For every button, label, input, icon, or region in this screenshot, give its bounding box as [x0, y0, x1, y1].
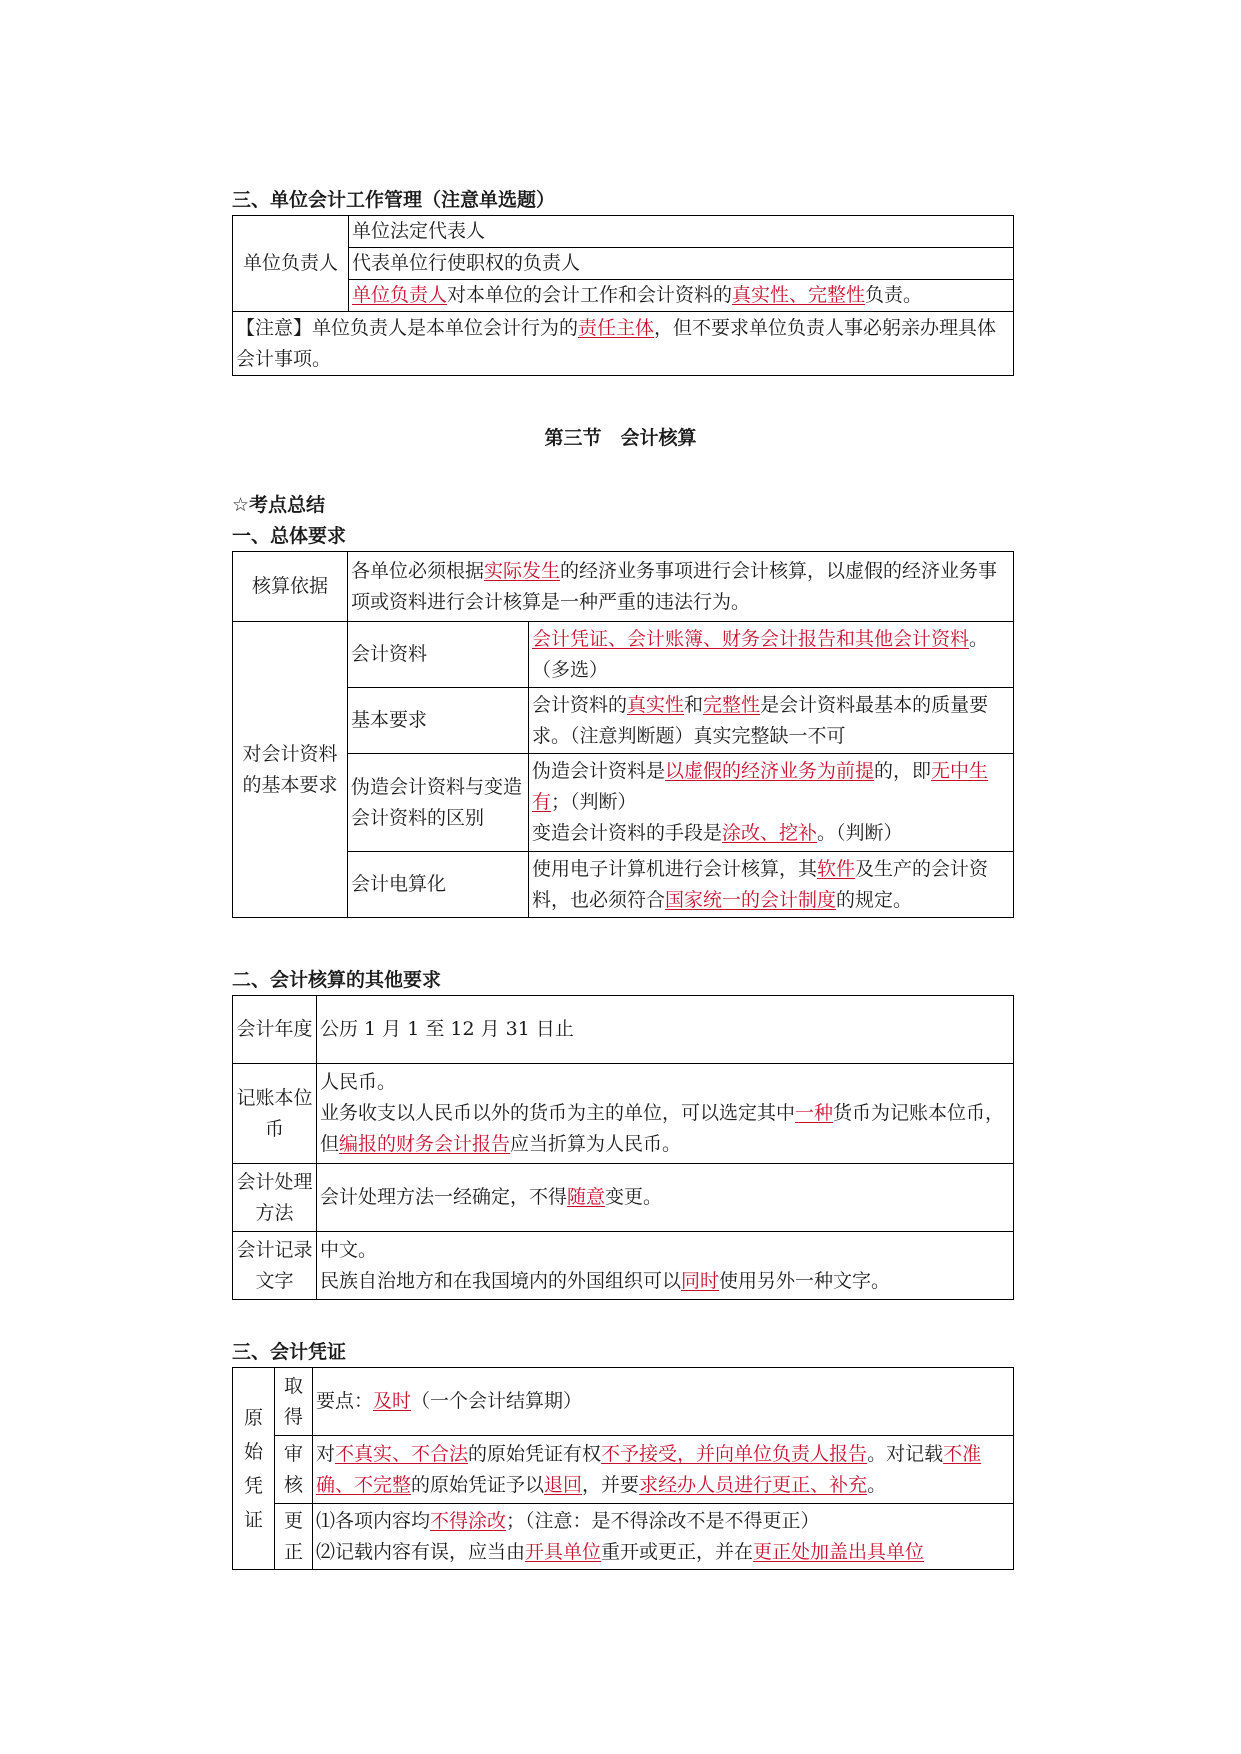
basis-text: 各单位必须根据实际发生的经济业务事项进行会计核算，以虚假的经济业务事项或资料进行会计核算是一种严重的违法行为。	[348, 552, 1014, 622]
unit-management-table	[232, 215, 1014, 376]
vouchers-table	[232, 1367, 1014, 1570]
review-text: 对不真实、不合法的原始凭证有权不予接受，并向单位负责人报告。对记载不准确、不完整的原始凭证予以退回，并要求经办人员进行更正、补充。	[313, 1436, 1014, 1504]
original-voucher-label: 原始凭证	[233, 1368, 275, 1570]
review-label: 审核	[275, 1436, 313, 1504]
requirements-group-label: 对会计资料的基本要求	[233, 622, 348, 918]
correction-text: ⑴各项内容均不得涂改；（注意：是不得涂改不是不得更正） ⑵记载内容有误，应当由开具单位重开或更正，并在更正处加盖出具单位	[313, 1504, 1014, 1570]
method-text: 会计处理方法一经确定，不得随意变更。	[317, 1164, 1014, 1232]
obtain-label: 取得	[275, 1368, 313, 1436]
heading-overall-requirements: 一、总体要求	[232, 525, 347, 547]
language-label: 会计记录文字	[233, 1232, 317, 1300]
unit-head-note: 【注意】单位负责人是本单位会计行为的责任主体，但不要求单位负责人事必躬亲办理具体会计事项。	[233, 312, 1014, 376]
fiscal-year-text: 公历 1 月 1 至 12 月 31 日止	[317, 996, 1014, 1064]
unit-head-line3: 单位负责人对本单位的会计工作和会计资料的真实性、完整性负责。	[349, 280, 1014, 312]
overall-requirements-table	[232, 551, 1014, 918]
currency-label: 记账本位币	[233, 1064, 317, 1164]
section-heading-unit-management: 三、单位会计工作管理（注意单选题）	[232, 189, 556, 211]
method-label: 会计处理方法	[233, 1164, 317, 1232]
accounting-materials-text: 会计凭证、会计账簿、财务会计报告和其他会计资料。（多选）	[529, 622, 1014, 688]
correction-label: 更正	[275, 1504, 313, 1570]
currency-text: 人民币。 业务收支以人民币以外的货币为主的单位，可以选定其中一种货币为记账本位币，但编报的财务会计报告应当折算为人民币。	[317, 1064, 1014, 1164]
unit-head-line2: 代表单位行使职权的负责人	[349, 248, 1014, 280]
other-requirements-table	[232, 995, 1014, 1300]
fiscal-year-label: 会计年度	[233, 996, 317, 1064]
computerization-text: 使用电子计算机进行会计核算，其软件及生产的会计资料，也必须符合国家统一的会计制度的规定。	[529, 852, 1014, 918]
unit-head-line1: 单位法定代表人	[349, 216, 1014, 248]
basic-requirement-text: 会计资料的真实性和完整性是会计资料最基本的质量要求。（注意判断题）真实完整缺一不可	[529, 688, 1014, 754]
heading-other-requirements: 二、会计核算的其他要求	[232, 969, 442, 991]
kaodian-heading: ☆考点总结	[232, 494, 326, 516]
unit-head-label: 单位负责人	[233, 216, 349, 312]
forge-line: 伪造会计资料是以虚假的经济业务为前提的，即无中生有；（判断）	[532, 760, 989, 813]
obtain-text: 要点：及时（一个会计结算期）	[313, 1368, 1014, 1436]
forge-alter-label: 伪造会计资料与变造会计资料的区别	[348, 754, 529, 852]
section-title: 第三节 会计核算	[544, 427, 697, 449]
alter-line: 变造会计资料的手段是涂改、挖补。（判断）	[532, 822, 903, 844]
language-text: 中文。 民族自治地方和在我国境内的外国组织可以同时使用另外一种文字。	[317, 1232, 1014, 1300]
basic-requirement-label: 基本要求	[348, 688, 529, 754]
basis-label: 核算依据	[233, 552, 348, 622]
heading-vouchers: 三、会计凭证	[232, 1341, 347, 1363]
forge-alter-text	[529, 754, 1014, 852]
accounting-materials-label: 会计资料	[348, 622, 529, 688]
computerization-label: 会计电算化	[348, 852, 529, 918]
